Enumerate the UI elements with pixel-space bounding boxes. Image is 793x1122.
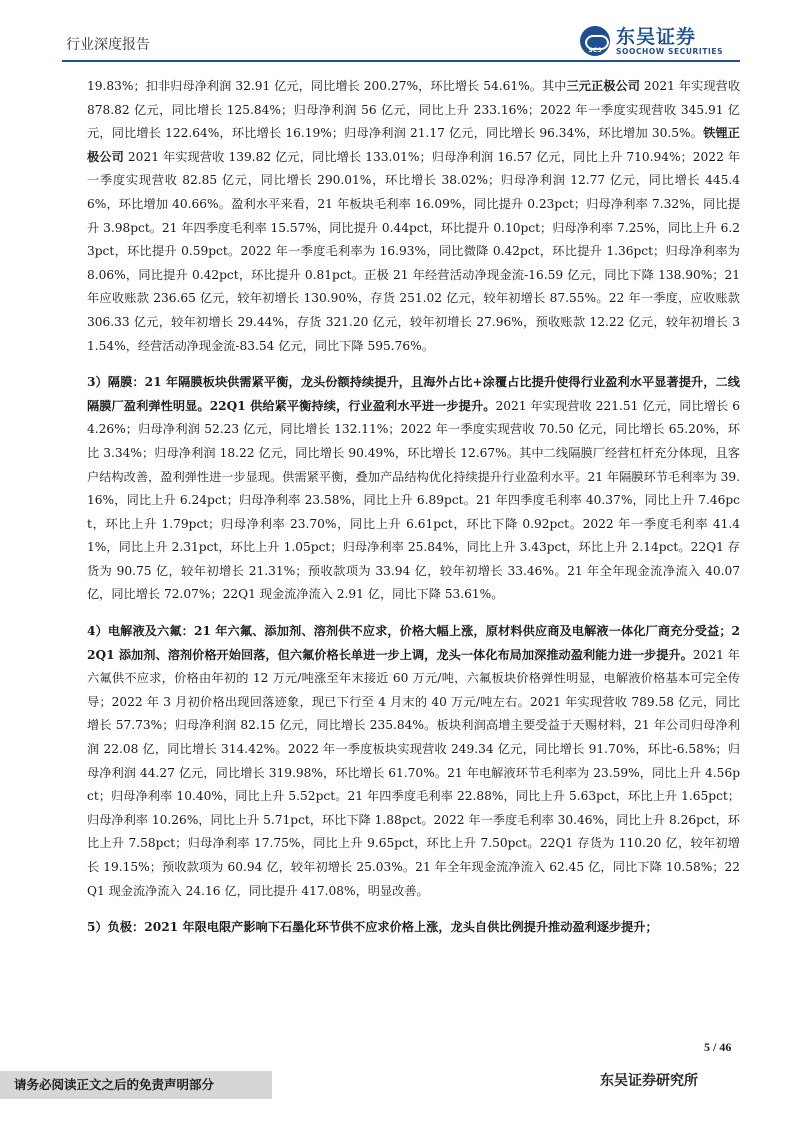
- paragraph-cathode: [87, 75, 740, 358]
- report-type-label: 行业深度报告: [66, 37, 150, 53]
- separator-heading: 3）隔膜：21 年隔膜板块供需紧平衡，龙头份额持续提升，且海外占比+涂覆占比提升使得行业盈利水平显著提升，二线隔膜厂盈利弹性明显。22Q1 供给紧平衡持续，行业盈利水平进一步提升。: [87, 375, 740, 413]
- paragraph-gap: [87, 607, 740, 620]
- header-divider: [62, 60, 740, 62]
- lfp-cathode-label: 铁锂正极公司: [87, 126, 740, 164]
- paragraph-separator: [87, 371, 740, 607]
- logo-mark-text: SCS: [588, 47, 602, 54]
- paragraph-electrolyte: [87, 620, 740, 903]
- cathode-text-1: 19.83%；扣非归母净利润 32.91 亿元，同比增长 200.27%，环比增长 54.61%。其中: [87, 79, 567, 93]
- cathode-text-2: 2021 年实现营收 878.82 亿元，同比增长 125.84%；归母净利润 56 亿元，同比上升 233.16%；2022 年一季度实现营收 345.91 亿元，同比增长 122.64%，环比增长 16.19%；归母净利润 21.17 亿元，同比增长 96.34%，环比增加 30.5%。: [87, 79, 741, 141]
- paragraph-anode: [87, 916, 740, 940]
- electrolyte-heading: 4）电解液及六氟：21 年六氟、添加剂、溶剂供不应求，价格大幅上涨，原材料供应商及电解液一体化厂商充分受益；22Q1 添加剂、溶剂价格开始回落，但六氟价格长单进一步上调，龙头一体化布局加深推动盈利能力进一步提升。: [87, 624, 740, 662]
- disclaimer-note: 请务必阅读正文之后的免责声明部分: [0, 1071, 272, 1099]
- logo-chinese-name: 东吴证券: [616, 25, 697, 48]
- report-body: [87, 75, 740, 940]
- logo-text-block: [616, 27, 723, 56]
- company-logo: [580, 24, 740, 58]
- research-institute-label: 东吴证券研究所: [600, 1073, 698, 1089]
- separator-text: 2021 年实现营收 221.51 亿元，同比增长 64.26%；归母净利润 52.23 亿元，同比增长 132.11%；2022 年一季度实现营收 70.50 亿元，同比增长 65.20%，环比 3.34%；归母净利润 18.22 亿元，同比增长 90.49%，环比增长 12.67%。其中二线隔膜厂经营杠杆充分体现，且客户结构改善，盈利弹性进一步显现。供需紧平衡，叠加产品结构优化持续提升行业盈利水平。21 年隔膜环节毛利率为 39.16%，同比上升 6.24pct；归母净利率 23.58%，同比上升 6.89pct。21 年四季度毛利率 40.37%，同比上升 7.46pct，环比上升 1.79pct；归母净利率 23.70%，同比上升 6.61pct，环比下降 0.92pct。2022 年一季度毛利率 41.41%，同比上升 2.31pct，环比上升 1.05pct；归母净利率 25.84%，同比上升 3.43pct，环比上升 2.14pct。22Q1 存货为 90.75 亿，较年初增长 21.31%；预收款项为 33.94 亿，较年初增长 33.46%。21 年全年现金流净流入 40.07 亿，同比增长 72.07%；22Q1 现金流净流入 2.91 亿，同比下降 53.61%。: [87, 398, 740, 602]
- anode-heading: 5）负极：2021 年限电限产影响下石墨化环节供不应求价格上涨，龙头自供比例提升推动盈利逐步提升；: [87, 920, 658, 935]
- ternary-cathode-label: 三元正极公司: [566, 79, 640, 93]
- paragraph-gap: [87, 358, 740, 371]
- paragraph-gap: [87, 903, 740, 916]
- page-number: 5 / 46: [704, 1040, 732, 1054]
- logo-mark-icon: [580, 26, 610, 56]
- cathode-text-3: 2021 年实现营收 139.82 亿元，同比增长 133.01%；归母净利润 16.57 亿元，同比上升 710.94%；2022 年一季度实现营收 82.85 亿元，同比增长 290.01%，环比增长 38.02%；归母净利润 12.77 亿元，同比增长 445.46%，环比增加 40.66%。盈利水平来看，21 年板块毛利率 16.09%，同比提升 0.23pct；归母净利率 7.32%，同比提升 3.98pct。21 年四季度毛利率 15.57%，同比提升 0.44pct，环比提升 0.10pct；归母净利率 7.25%，同比上升 6.23pct，环比提升 0.59pct。2022 年一季度毛利率为 16.93%，同比微降 0.42pct，环比提升 1.36pct；归母净利率为 8.06%，同比提升 0.42pct，环比提升 0.81pct。正极 21 年经营活动净现金流-16.59 亿元，同比下降 138.90%；21 年应收账款 236.65 亿元，较年初增长 130.90%，存货 251.02 亿元，较年初增长 87.55%。22 年一季度，应收账款 306.33 亿元，较年初增长 29.44%，存货 321.20 亿元，较年初增长 27.96%，预收账款 12.22 亿元，较年初增长 31.54%，经营活动净现金流-83.54 亿元，同比下降 595.76%。: [87, 149, 741, 353]
- logo-english-name: SOOCHOW SECURITIES: [616, 46, 724, 56]
- electrolyte-text: 2021 年六氟供不应求，价格由年初的 12 万元/吨涨至年末接近 60 万元/吨，六氟板块价格弹性明显，电解液价格基本可完全传导；2022 年 3 月初价格出现回落迹象，现已下行至 4 月末的 40 万元/吨左右。2021 年实现营收 789.58 亿元，同比增长 57.73%；归母净利润 82.15 亿元，同比增长 235.84%。板块利润高增主要受益于天赐材料，21 年公司归母净利润 22.08 亿，同比增长 314.42%。2022 年一季度板块实现营收 249.34 亿元，同比增长 91.70%，环比-6.58%；归母净利润 44.27 亿元，同比增长 319.98%，环比增长 61.70%。21 年电解液环节毛利率为 23.59%，同比上升 4.56pct；归母净利率 10.40%，同比上升 5.52pct。21 年四季度毛利率 22.88%，同比上升 5.63pct，环比上升 1.65pct；归母净利率 10.26%，同比上升 5.71pct，环比下降 1.88pct。2022 年一季度毛利率 30.46%，同比上升 8.26pct，环比上升 7.58pct；归母净利率 17.75%，同比上升 9.65pct，环比上升 7.50pct。22Q1 存货为 110.20 亿，较年初增长 19.15%；预收款项为 60.94 亿，较年初增长 25.03%。21 年全年现金流净流入 62.45 亿，同比下降 10.58%；22Q1 现金流净流入 24.16 亿，同比提升 417.08%，明显改善。: [87, 647, 740, 898]
